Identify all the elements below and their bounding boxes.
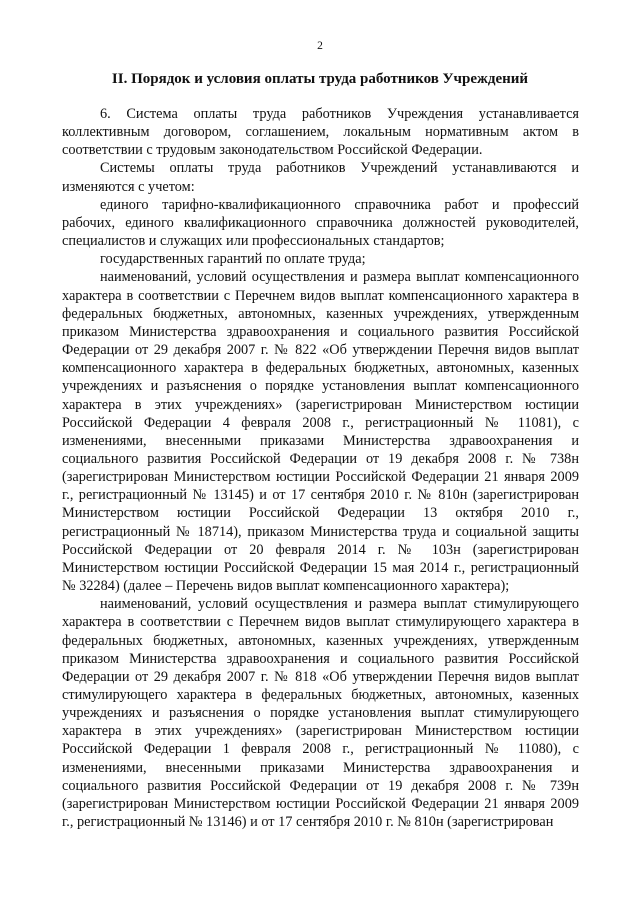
paragraph-incentive-payments: наименований, условий осуществления и размера выплат стимулирующего характера в соответствии с Перечнем видов выплат стимулирующего характера в федеральных бюджетных, автономных, казенных учреждениях, утвержденным приказом Министерства здравоохранения и социального развития Российской Федерации от 29 декабря 2007 г. № 818 «Об утверждении Перечня видов выплат стимулирующего характера в федеральных бюджетных, автономных, казенных учреждениях и разъяснения о порядке установления выплат стимулирующего характера в этих учреждениях» (зарегистрирован Министерством юстиции Российской Федерации 1 февраля 2008 г., регистрационный № 11080), с изменениями, внесенными приказами Министерства здравоохранения и социального развития Российской Федерации от 19 декабря 2008 г. № 739н (зарегистрирован Министерством юстиции Российской Федерации 21 января 2009 г., регистрационный № 13146) и от 17 сентября 2010 г. № 810н (зарегистрирован xyxy=(62,596,579,831)
section-heading: II. Порядок и условия оплаты труда работников Учреждений xyxy=(111,71,529,87)
paragraph-6-payment-system: 6. Система оплаты труда работников Учреждения устанавливается коллективным договором, соглашением, локальным нормативным актом в соответствии с трудовым законодательством Российской Федерации. xyxy=(62,106,579,159)
paragraph-compensation-payments: наименований, условий осуществления и размера выплат компенсационного характера в соответствии с Перечнем видов выплат компенсационного характера в федеральных бюджетных, автономных, казенных учреждениях, утвержденным приказом Министерства здравоохранения и социального развития Российской Федерации от 29 декабря 2007 г. № 822 «Об утверждении Перечня видов выплат компенсационного характера в федеральных бюджетных, автономных, казенных учреждениях и разъяснения о порядке установления выплат компенсационного характера в этих учреждениях» (зарегистрирован Министерством юстиции Российской Федерации 4 февраля 2008 г., регистрационный № 11081), с изменениями, внесенными приказами Министерства здравоохранения и социального развития Российской Федерации от 19 декабря 2008 г. № 738н (зарегистрирован Министерством юстиции Российской Федерации 21 января 2009 г., регистрационный № 13145) и от 17 сентября 2010 г. № 810н (зарегистрирован Министерством юстиции Российской Федерации 13 октября 2010 г., регистрационный № 18714), приказом Министерства труда и социальной защиты Российской Федерации от 20 февраля 2014 г. № 103н (зарегистрирован Министерством юстиции Российской Федерации 15 мая 2014 г., регистрационный № 32284) (далее – Перечень видов выплат компенсационного характера); xyxy=(62,269,579,595)
paragraph-tariff-reference: единого тарифно-квалификационного справочника работ и профессий рабочих, единого квалификационного справочника должностей руководителей, специалистов и служащих или профессиональных стандартов; xyxy=(62,196,579,250)
document-body xyxy=(62,105,579,831)
paragraph-systems-intro: Системы оплаты труда работников Учреждений устанавливаются и изменяются с учетом: xyxy=(62,160,579,195)
paragraph-state-guarantees: государственных гарантий по оплате труда; xyxy=(100,251,366,268)
page-number: 2 xyxy=(317,40,323,52)
